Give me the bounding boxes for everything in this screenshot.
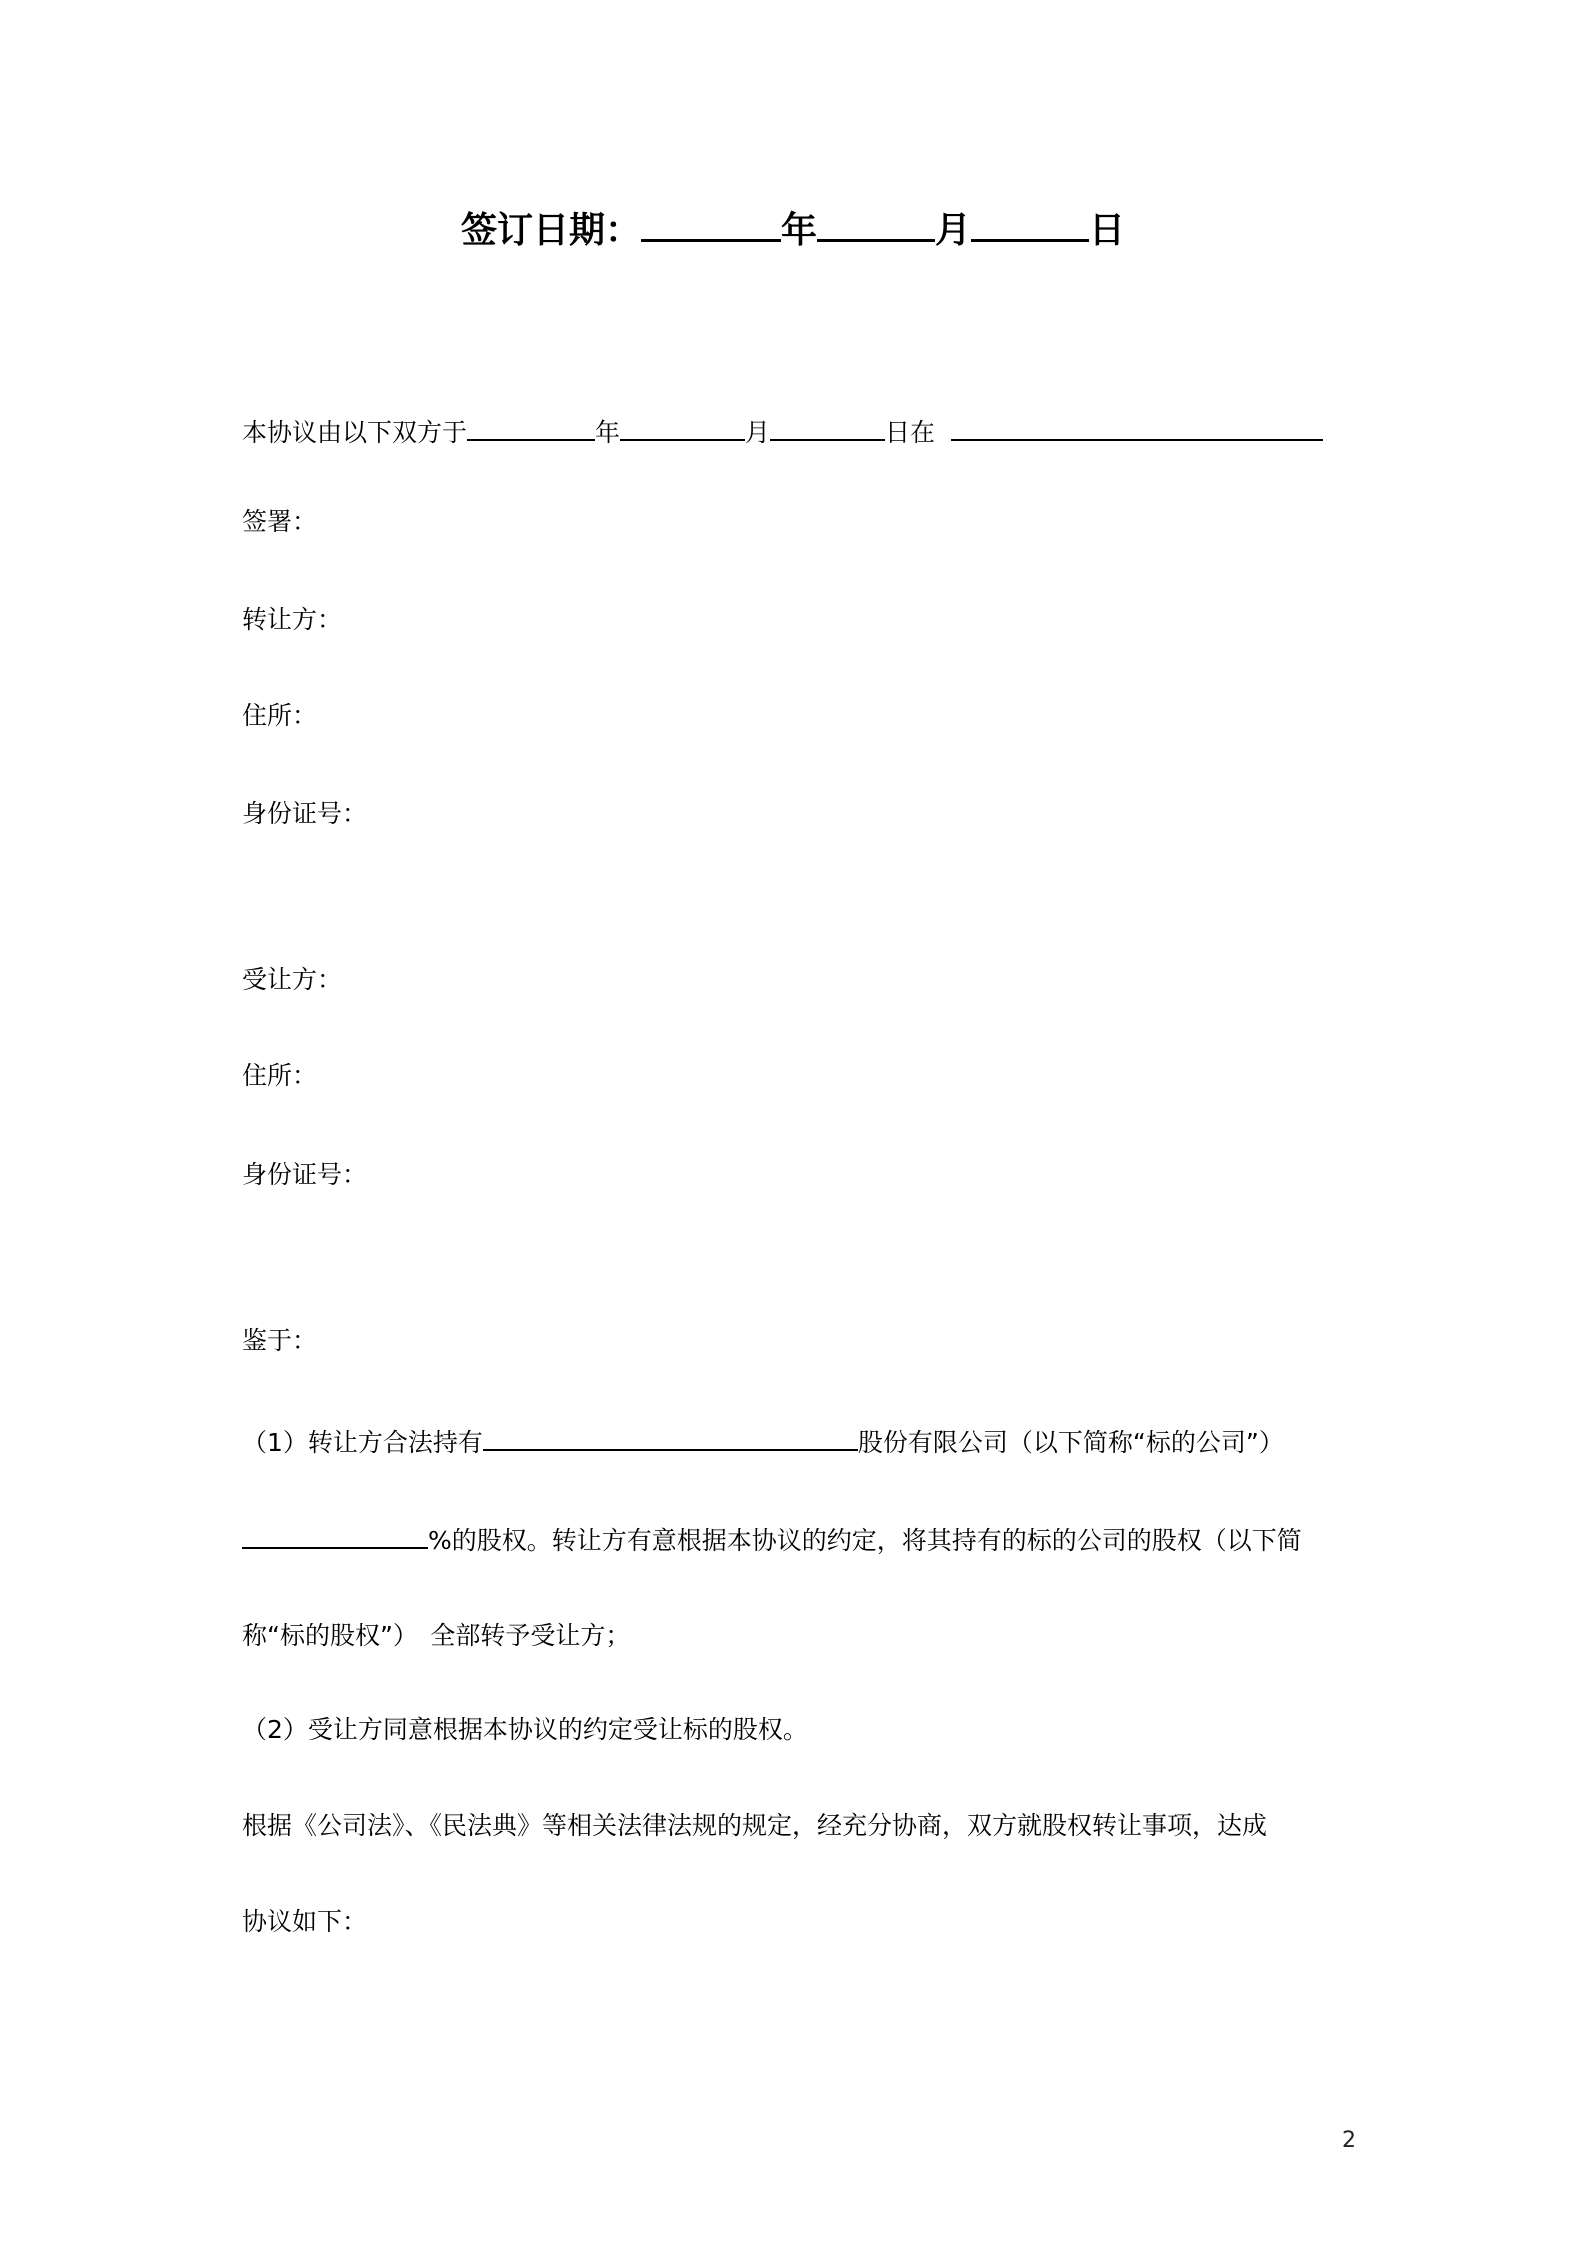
whereas-item-1 (242, 1423, 1284, 1460)
whereas-heading: 鉴于： (242, 1326, 318, 1355)
day-blank[interactable] (971, 205, 1089, 242)
page-number: 2 (1342, 2128, 1356, 2153)
whereas-item-1-line-2 (242, 1521, 1302, 1558)
item1-line2-text: %的股权。转让方有意根据本协议的约定，将其持有的标的公司的股权（以下简 (428, 1526, 1302, 1555)
company-name-blank[interactable] (483, 1423, 858, 1451)
transferee-address: 住所： (242, 1061, 318, 1090)
whereas-item-2: （2）受让方同意根据本协议的约定受让标的股权。 (242, 1715, 808, 1744)
intro-location-blank[interactable] (951, 413, 1323, 441)
transferor-label: 转让方： (242, 605, 343, 634)
transferee-id-number: 身份证号： (242, 1160, 368, 1189)
item1-suffix: 股份有限公司（以下简称“标的公司”） (857, 1428, 1284, 1457)
intro-month-label: 月 (745, 418, 771, 447)
percentage-blank[interactable] (242, 1521, 428, 1549)
signed-label: 签署： (242, 507, 318, 536)
transferee-label: 受让方： (242, 965, 343, 994)
month-blank[interactable] (817, 205, 935, 242)
intro-year-label: 年 (595, 418, 621, 447)
intro-day-at-label: 日在 (885, 418, 936, 447)
month-label: 月 (935, 210, 972, 251)
intro-day-blank[interactable] (770, 413, 885, 441)
legal-basis-line-1: 根据《公司法》、《民法典》等相关法律法规的规定，经充分协商，双方就股权转让事项，达成 (242, 1811, 1268, 1840)
item1-prefix: （1）转让方合法持有 (242, 1428, 483, 1457)
intro-paragraph (242, 413, 1323, 450)
day-label: 日 (1089, 210, 1126, 251)
signing-date-title (0, 205, 1586, 254)
transferor-id-number: 身份证号： (242, 799, 368, 828)
intro-year-blank[interactable] (467, 413, 595, 441)
transferor-address: 住所： (242, 701, 318, 730)
signing-date-label: 签订日期： (460, 210, 641, 251)
year-blank[interactable] (641, 205, 781, 242)
intro-month-blank[interactable] (620, 413, 745, 441)
whereas-item-1-line-3: 称“标的股权”） 全部转予受让方； (242, 1621, 631, 1650)
legal-basis-line-2: 协议如下： (242, 1907, 368, 1936)
year-label: 年 (780, 210, 817, 251)
intro-prefix: 本协议由以下双方于 (242, 418, 468, 447)
